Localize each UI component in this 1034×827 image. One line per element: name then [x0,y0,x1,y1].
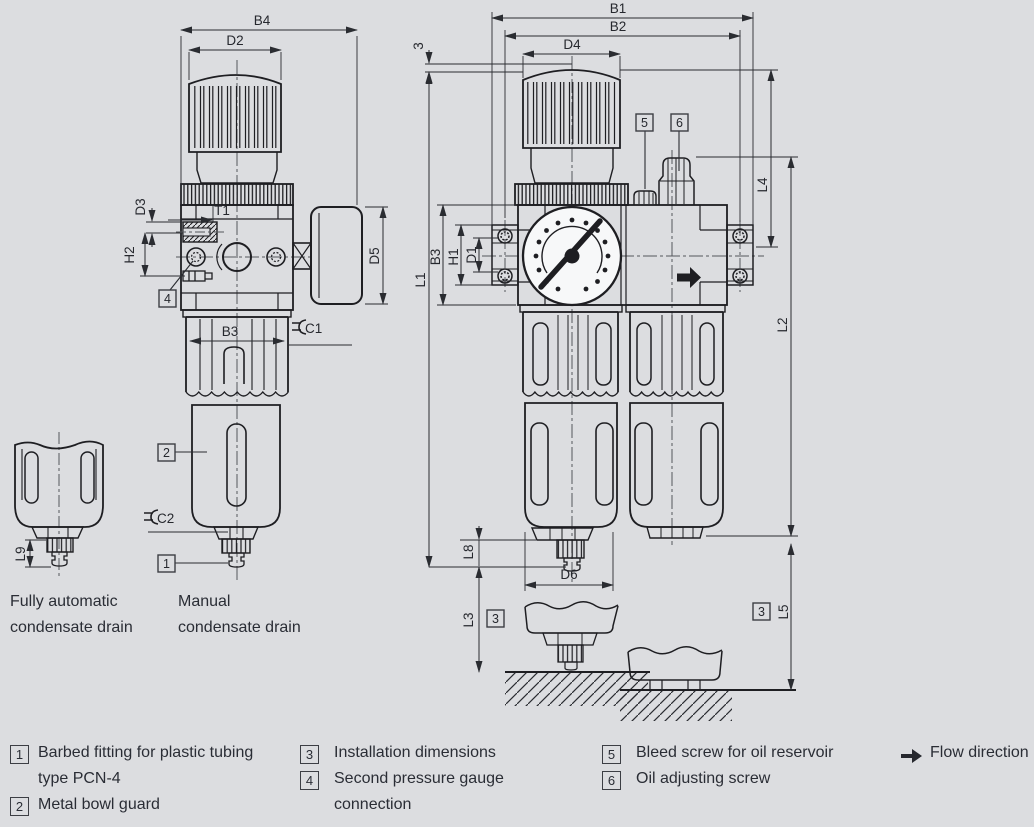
svg-text:2: 2 [163,446,170,460]
filter-bowl [525,403,617,527]
regulator-knob [189,75,281,183]
dim-c1: C1 [305,321,323,336]
dim-h1: H1 [446,248,461,266]
dim-c2: C2 [157,511,175,526]
svg-text:3: 3 [758,605,765,619]
dim-d2: D2 [226,33,244,48]
callout-2 [158,444,175,461]
legend-box-2: 2 [10,797,29,816]
dim-l9: L9 [13,546,28,562]
dim-t1: T1 [214,203,230,218]
callout-3-install-lub [753,603,770,620]
legend-box-3: 3 [300,745,319,764]
legend-box-6: 6 [602,771,621,790]
dim-l5: L5 [776,604,791,620]
flow-direction-icon [901,748,923,764]
gauge-hub [565,249,580,264]
dim-l1: L1 [413,272,428,288]
left-view-filter-regulator [15,60,362,580]
dim-d5: D5 [367,247,382,265]
legend-box-1: 1 [10,745,29,764]
lubricator-collar [626,305,725,396]
callout-5 [636,114,653,131]
caption-manual-drain-line2: condensate drain [178,619,301,636]
lock-ring [181,184,293,205]
svg-text:5: 5 [641,116,648,130]
svg-text:3: 3 [492,612,499,626]
legend-item-2-line1: Metal bowl guard [38,796,160,813]
metal-bowl-guard [192,405,280,527]
thread-connection-icon [144,510,158,524]
legend-item-4-line2: connection [334,796,412,813]
connection-c1 [292,320,322,336]
legend-item-6-line1: Oil adjusting screw [636,770,771,787]
lock-ring-front [515,184,628,205]
dim-b3: B3 [221,324,239,339]
filter-collar [520,305,622,396]
callout-1 [158,555,175,572]
dim-b2: B2 [609,19,627,34]
legend-item-3-line1: Installation dimensions [334,744,496,761]
connection-c2 [144,510,174,526]
flow-direction-arrow [677,267,701,288]
dim-l3: L3 [461,612,476,628]
legend-item-4-line1: Second pressure gauge [334,770,504,787]
svg-text:6: 6 [676,116,683,130]
barbed-fitting [183,271,212,281]
dim-l4: L4 [755,177,770,193]
dim-l2: L2 [775,317,790,333]
thread-connection-icon [292,320,306,334]
callout-3-install-filter [487,610,504,627]
dim-b1: B1 [609,1,627,16]
svg-text:4: 4 [164,292,171,306]
manual-drain [214,527,258,567]
svg-text:1: 1 [163,557,170,571]
dim-h2: H2 [122,246,137,264]
oil-adjusting-screw [659,158,694,205]
callout-4 [159,290,176,307]
legend-item-5-line1: Bleed screw for oil reservoir [636,744,834,761]
callout-6 [671,114,688,131]
dim-b3-right: B3 [428,248,443,266]
caption-manual-drain-line1: Manual [178,593,231,610]
legend-flow-label: Flow direction [930,744,1029,761]
automatic-drain-bowl [15,432,103,576]
pressure-gauge-front [523,207,621,305]
legend [0,722,1034,827]
legend-box-4: 4 [300,771,319,790]
dim-l8: L8 [461,544,476,560]
bleed-screw [634,191,656,205]
dim-b4: B4 [253,13,271,28]
dim-gap3: 3 [411,42,426,50]
caption-auto-drain-line2: condensate drain [10,619,133,636]
legend-item-1-line2: type PCN-4 [38,770,121,787]
second-gauge-port [176,222,224,242]
dim-d3: D3 [133,198,148,216]
filter-drain [532,528,593,571]
lubricator-bowl [630,403,723,538]
dim-d1: D1 [464,246,479,264]
dim-d4: D4 [563,37,581,52]
right-view-frl-unit [482,56,796,721]
legend-item-1-line1: Barbed fitting for plastic tubing [38,744,254,761]
dim-d6: D6 [560,567,578,582]
caption-auto-drain-line1: Fully automatic [10,593,118,610]
legend-box-5: 5 [602,745,621,764]
pressure-gauge-side [293,207,362,304]
